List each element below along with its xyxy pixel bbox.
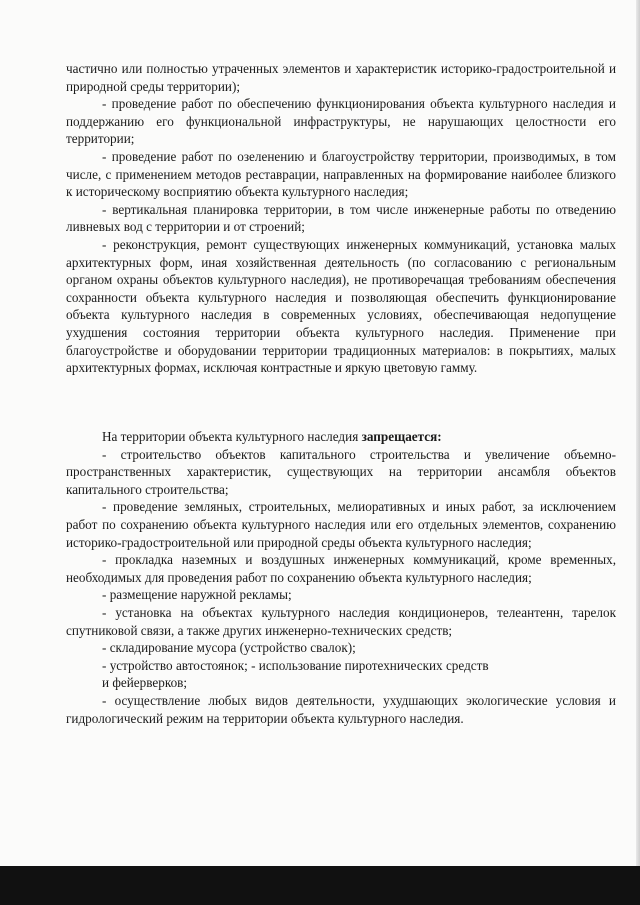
prohibited-item-waste: - складирование мусора (устройство свалок); [102,640,356,656]
paragraph-landscaping-works: - проведение работ по озеленению и благоустройству территории, производимых, в том числе, с применением методов реставрации, направленных на формирование наиболее близкого к историческому восприятию объекта культурного наследия; [66,148,616,200]
scan-bottom-band [0,866,640,905]
prohibited-item-construction: - строительство объектов капитального строительства и увеличение объемно-пространственных характеристик, существующих на территории ансамбля объектов капитального строительства; [66,446,616,497]
prohibited-works-section [66,428,616,727]
prohibited-item-utilities: - прокладка наземных и воздушных инженерных коммуникаций, кроме временных, необходимых для проведения работ по сохранению объекта культурного наследия; [66,552,616,585]
prohibited-keyword: запрещается: [361,429,442,444]
paragraph-functioning-works: - проведение работ по обеспечению функционирования объекта культурного наследия и поддержанию его функциональной инфраструктуры, не нарушающих целостности его территории; [66,96,616,147]
prohibited-item-advertising: - размещение наружной рекламы; [102,587,292,603]
prohibited-item-ecology: - осуществление любых видов деятельности, ухудшающих экологические условия и гидрологический режим на территории объекта культурного наследия. [66,692,616,726]
scan-right-edge [636,0,640,905]
prohibited-heading [66,428,616,446]
permitted-works-section [66,60,616,377]
prohibited-heading-text: На территории объекта культурного наследия [102,429,362,444]
prohibited-item-fireworks: и фейерверков; [102,675,188,691]
prohibited-item-parking: - устройство автостоянок; - использование пиротехнических средств [102,657,489,673]
prohibited-item-equipment: - установка на объектах культурного наследия кондиционеров, телеантенн, тарелок спутниковой связи, а также других инженерно-технических средств; [66,604,616,638]
paragraph-vertical-planning: - вертикальная планировка территории, в том числе инженерные работы по отведению ливневых вод с территории и от строений; [66,201,616,235]
paragraph-continuation: частично или полностью утраченных элементов и характеристик историко-градостроительной и природной среды территории); [66,61,616,94]
prohibited-item-earthworks: - проведение земляных, строительных, мелиоративных и иных работ, за исключением работ по сохранению объекта культурного наследия или его отдельных элементов, сохранению историко-градостроительной или природной среды объекта культурного наследия; [66,499,616,550]
paragraph-reconstruction: - реконструкция, ремонт существующих инженерных коммуникаций, установка малых архитектурных форм, иная хозяйственная деятельность (по согласованию с региональным органом охраны объектов культурного наследия), не противоречащая требованиям обеспечения сохранности объекта культурного наследия и позволяющая обеспечить функционирование объекта культурного наследия в современных условиях, обеспечивающая недопущение ухудшения состояния территории объекта культурного наследия. Применение при благоустройстве и оборудовании территории традиционных материалов: в покрытиях, малых архитектурных формах, исключая контрастные и яркую цветовую гамму. [66,236,616,376]
